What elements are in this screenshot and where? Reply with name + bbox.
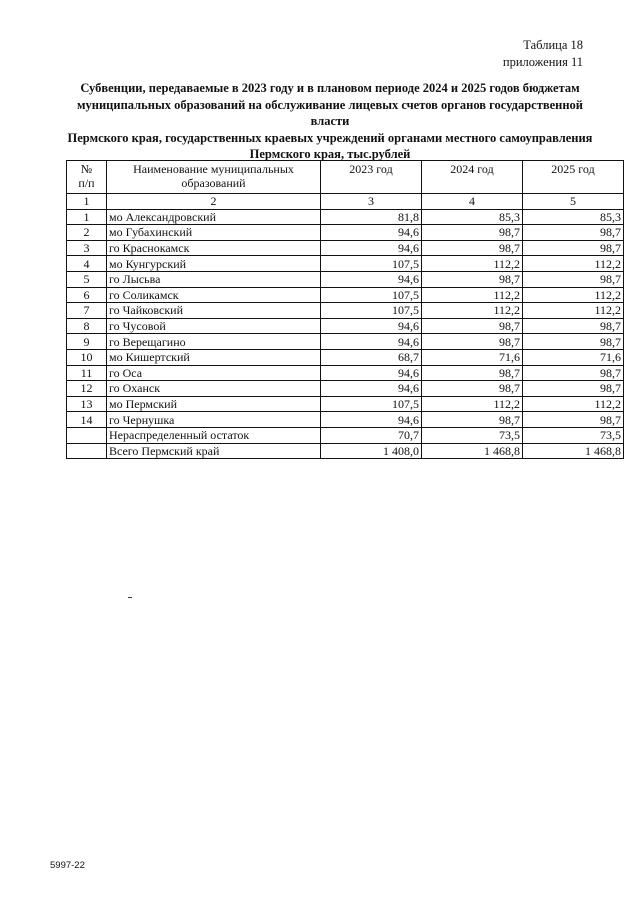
table-row [67, 381, 624, 397]
row-municipality: го Краснокамск [107, 240, 321, 256]
row-value-2023: 107,5 [321, 303, 422, 319]
row-number: 12 [67, 381, 107, 397]
header-number-symbol: № [80, 162, 93, 176]
row-value-2024: 98,7 [422, 271, 523, 287]
row-value-2023: 94,6 [321, 318, 422, 334]
row-municipality: го Соликамск [107, 287, 321, 303]
row-value-2024: 98,7 [422, 318, 523, 334]
row-value-2024: 112,2 [422, 287, 523, 303]
header-2024: 2024 год [422, 161, 523, 194]
row-value-2025: 71,6 [523, 349, 624, 365]
row-value-2023: 68,7 [321, 349, 422, 365]
table-row [67, 365, 624, 381]
row-value-2025: 98,7 [523, 381, 624, 397]
row-value-2025: 98,7 [523, 365, 624, 381]
column-index: 5 [523, 194, 624, 210]
row-municipality: го Оханск [107, 381, 321, 397]
row-municipality: мо Кишертский [107, 349, 321, 365]
row-value-2025: 112,2 [523, 256, 624, 272]
table-row [67, 209, 624, 225]
row-number: 2 [67, 225, 107, 241]
row-number: 14 [67, 412, 107, 428]
row-municipality: го Чернушка [107, 412, 321, 428]
title-line-4: Пермского края, тыс.рублей [249, 147, 411, 161]
header-2023: 2023 год [321, 161, 422, 194]
row-municipality: мо Александровский [107, 209, 321, 225]
row-value-2023: 107,5 [321, 256, 422, 272]
row-value-2024: 98,7 [422, 365, 523, 381]
column-index: 4 [422, 194, 523, 210]
table-row-total [67, 443, 624, 459]
table-row [67, 225, 624, 241]
row-value-2024: 112,2 [422, 303, 523, 319]
row-number: 11 [67, 365, 107, 381]
title-line-2: муниципальных образований на обслуживание лицевых счетов органов государственной власти [77, 97, 583, 128]
row-number: 9 [67, 334, 107, 350]
row-number: 8 [67, 318, 107, 334]
row-value-2025: 98,7 [523, 271, 624, 287]
column-index: 1 [67, 194, 107, 210]
row-number: 6 [67, 287, 107, 303]
row-value-2023: 70,7 [321, 427, 422, 443]
row-value-2024: 71,6 [422, 349, 523, 365]
table-row [67, 240, 624, 256]
header-number [67, 161, 107, 194]
row-value-2025: 98,7 [523, 225, 624, 241]
row-municipality: го Верещагино [107, 334, 321, 350]
row-value-2023: 107,5 [321, 287, 422, 303]
row-municipality: мо Губахинский [107, 225, 321, 241]
row-value-2024: 1 468,8 [422, 443, 523, 459]
table-row [67, 412, 624, 428]
reference-table-number: Таблица 18 [523, 38, 583, 52]
row-value-2024: 98,7 [422, 225, 523, 241]
row-value-2023: 94,6 [321, 365, 422, 381]
row-value-2025: 73,5 [523, 427, 624, 443]
table-row [67, 318, 624, 334]
row-municipality: Всего Пермский край [107, 443, 321, 459]
row-value-2024: 85,3 [422, 209, 523, 225]
row-number: 13 [67, 396, 107, 412]
row-value-2025: 112,2 [523, 287, 624, 303]
row-value-2023: 94,6 [321, 334, 422, 350]
row-value-2024: 98,7 [422, 381, 523, 397]
subsidy-table [66, 160, 624, 459]
row-value-2025: 98,7 [523, 412, 624, 428]
table-row [67, 287, 624, 303]
table-row [67, 256, 624, 272]
table-row [67, 334, 624, 350]
header-municipality [107, 161, 321, 194]
row-value-2025: 98,7 [523, 240, 624, 256]
row-value-2025: 112,2 [523, 396, 624, 412]
row-municipality: го Чайковский [107, 303, 321, 319]
row-municipality: мо Пермский [107, 396, 321, 412]
table-header-row [67, 161, 624, 194]
column-index-row [67, 194, 624, 210]
header-number-abbr: п/п [78, 176, 95, 190]
row-number: 5 [67, 271, 107, 287]
row-number [67, 427, 107, 443]
row-number: 10 [67, 349, 107, 365]
header-municipality-line-1: Наименование муниципальных [133, 162, 294, 176]
reference-appendix: приложения 11 [502, 55, 583, 69]
row-value-2023: 94,6 [321, 225, 422, 241]
row-value-2024: 112,2 [422, 256, 523, 272]
table-row [67, 396, 624, 412]
row-municipality: мо Кунгурский [107, 256, 321, 272]
row-number [67, 443, 107, 459]
row-number: 1 [67, 209, 107, 225]
document-title [60, 80, 600, 163]
row-number: 7 [67, 303, 107, 319]
column-index: 2 [107, 194, 321, 210]
title-line-3: Пермского края, государственных краевых учреждений органами местного самоуправления [67, 130, 593, 145]
row-value-2025: 1 468,8 [523, 443, 624, 459]
row-value-2024: 98,7 [422, 412, 523, 428]
row-value-2024: 73,5 [422, 427, 523, 443]
row-value-2024: 98,7 [422, 240, 523, 256]
header-municipality-line-2: образований [181, 176, 246, 190]
row-value-2023: 94,6 [321, 240, 422, 256]
title-line-1: Субвенции, передаваемые в 2023 году и в плановом периоде 2024 и 2025 годов бюджетам [80, 81, 580, 95]
row-value-2023: 94,6 [321, 271, 422, 287]
table-row-unallocated [67, 427, 624, 443]
table-row [67, 271, 624, 287]
row-value-2023: 81,8 [321, 209, 422, 225]
row-value-2025: 85,3 [523, 209, 624, 225]
row-value-2023: 107,5 [321, 396, 422, 412]
row-value-2024: 98,7 [422, 334, 523, 350]
document-code: 5997-22 [50, 860, 85, 871]
row-value-2025: 98,7 [523, 334, 624, 350]
table-reference [433, 37, 583, 71]
row-value-2025: 112,2 [523, 303, 624, 319]
row-value-2024: 112,2 [422, 396, 523, 412]
row-number: 4 [67, 256, 107, 272]
row-value-2023: 94,6 [321, 412, 422, 428]
row-value-2023: 1 408,0 [321, 443, 422, 459]
row-municipality: Нераспределенный остаток [107, 427, 321, 443]
table-row [67, 349, 624, 365]
row-value-2025: 98,7 [523, 318, 624, 334]
row-municipality: го Оса [107, 365, 321, 381]
stray-mark [128, 597, 132, 598]
row-municipality: го Лысьва [107, 271, 321, 287]
row-value-2023: 94,6 [321, 381, 422, 397]
row-number: 3 [67, 240, 107, 256]
table-row [67, 303, 624, 319]
column-index: 3 [321, 194, 422, 210]
header-2025: 2025 год [523, 161, 624, 194]
row-municipality: го Чусовой [107, 318, 321, 334]
